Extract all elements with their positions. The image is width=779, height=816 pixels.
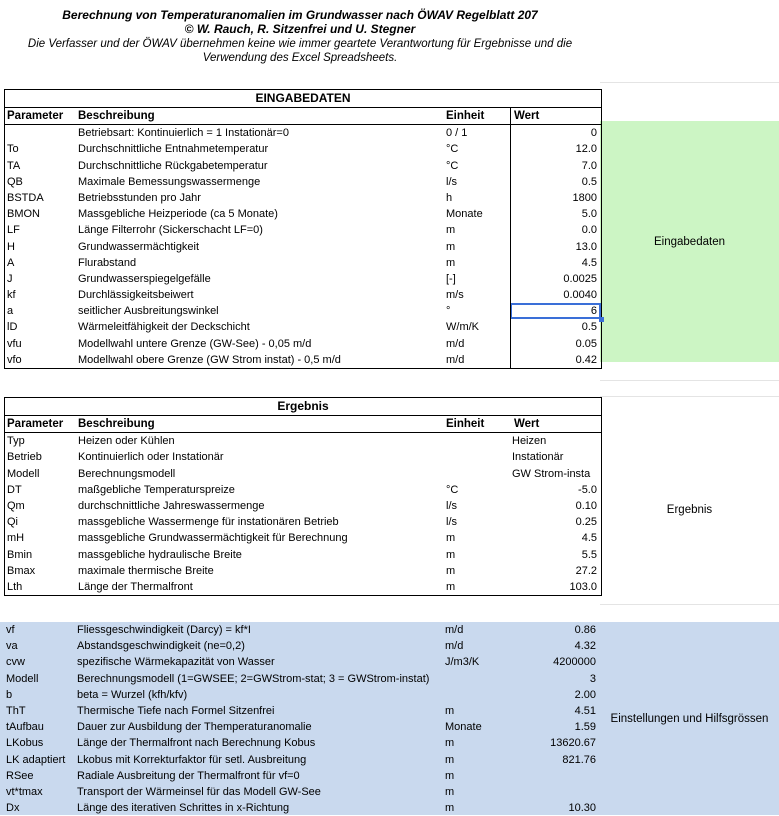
- unit-cell[interactable]: m: [445, 769, 455, 782]
- helper-row: [4, 687, 600, 703]
- grid-line: [600, 396, 779, 397]
- result-table-title: Ergebnis: [5, 398, 601, 416]
- param-cell[interactable]: Bmin: [7, 548, 33, 561]
- value-cell[interactable]: 4.32: [574, 640, 596, 653]
- description-cell[interactable]: Modellwahl untere Grenze (GW-See) - 0,05 m/d: [78, 337, 312, 350]
- value-cell[interactable]: 0.86: [574, 624, 596, 636]
- unit-cell[interactable]: m: [446, 240, 456, 253]
- param-cell[interactable]: va: [6, 640, 18, 653]
- description-cell[interactable]: Massgebliche Heizperiode (ca 5 Monate): [78, 208, 278, 221]
- input-row: [5, 125, 601, 141]
- value-cell[interactable]: Heizen: [512, 435, 547, 448]
- panel-hilfsgroessen: [600, 622, 779, 815]
- unit-cell[interactable]: m/s: [446, 289, 464, 302]
- unit-cell[interactable]: 0 / 1: [446, 127, 468, 140]
- input-row: [5, 239, 601, 255]
- unit-cell[interactable]: m: [446, 580, 456, 593]
- description-cell[interactable]: Thermische Tiefe nach Formel Sitzenfrei: [77, 704, 275, 717]
- sheet-authors: © W. Rauch, R. Sitzenfrei und U. Stegner: [184, 22, 416, 36]
- param-cell[interactable]: J: [7, 272, 13, 285]
- param-cell[interactable]: tAufbau: [6, 721, 44, 734]
- description-cell[interactable]: Grundwasserspiegelgefälle: [78, 272, 211, 285]
- param-cell[interactable]: b: [6, 688, 13, 701]
- unit-cell[interactable]: l/s: [446, 175, 457, 188]
- param-cell[interactable]: QB: [7, 175, 23, 188]
- result-row: [5, 547, 601, 563]
- param-cell[interactable]: Dx: [6, 802, 20, 815]
- result-row: [5, 530, 601, 546]
- unit-cell[interactable]: m: [446, 548, 456, 561]
- param-cell[interactable]: ThT: [6, 704, 26, 717]
- input-row: [5, 206, 601, 222]
- param-cell[interactable]: To: [7, 143, 19, 156]
- description-cell[interactable]: maximale thermische Breite: [78, 564, 214, 577]
- input-row: [5, 303, 601, 319]
- panel-eingabedaten: [600, 121, 779, 362]
- helper-row: [4, 735, 600, 751]
- result-table-body: [5, 433, 601, 595]
- input-row: [5, 319, 601, 335]
- helper-row: [4, 719, 600, 735]
- result-row: [5, 579, 601, 595]
- col-header-parameter: Parameter: [7, 110, 64, 122]
- description-cell[interactable]: Dauer zur Ausbildung der Themperaturanomalie: [77, 721, 312, 734]
- param-cell[interactable]: Qi: [7, 516, 18, 529]
- input-row: [5, 271, 601, 287]
- col-header-wert: Wert: [514, 110, 540, 122]
- helper-table-body: [0, 622, 600, 816]
- description-cell[interactable]: spezifische Wärmekapazität von Wasser: [77, 656, 275, 669]
- description-cell[interactable]: Transport der Wärmeinsel für das Modell GW-See: [77, 785, 321, 798]
- unit-cell[interactable]: m/d: [446, 337, 465, 350]
- helper-row: [4, 752, 600, 768]
- value-cell[interactable]: GW Strom-insta: [512, 467, 591, 480]
- unit-cell[interactable]: m: [446, 532, 456, 545]
- value-cell[interactable]: 2.00: [574, 688, 596, 701]
- helper-row: [4, 800, 600, 816]
- description-cell[interactable]: Länge des iterativen Schrittes in x-Richtung: [77, 802, 290, 815]
- input-row: [5, 174, 601, 190]
- param-cell[interactable]: BSTDA: [7, 191, 44, 204]
- value-cell[interactable]: 0.0025: [563, 272, 597, 285]
- grid-line: [600, 380, 779, 381]
- result-row: [5, 482, 601, 498]
- unit-cell[interactable]: W/m/K: [446, 321, 479, 334]
- value-cell[interactable]: 1800: [572, 191, 597, 204]
- input-row: [5, 352, 601, 368]
- param-cell[interactable]: DT: [7, 483, 22, 496]
- disclaimer-line-1: Die Verfasser und der ÖWAV übernehmen keine wie immer geartete Verantwortung für Ergebnisse und die: [27, 38, 573, 50]
- param-cell[interactable]: Modell: [6, 672, 39, 685]
- description-cell[interactable]: seitlicher Ausbreitungswinkel: [78, 305, 219, 318]
- value-cell[interactable]: 0.25: [575, 516, 597, 529]
- unit-cell[interactable]: m: [446, 224, 456, 237]
- input-row: [5, 255, 601, 271]
- unit-cell[interactable]: h: [446, 191, 453, 204]
- result-row: [5, 466, 601, 482]
- description-cell[interactable]: Betriebsstunden pro Jahr: [78, 191, 201, 204]
- value-cell[interactable]: 0.0040: [563, 289, 597, 302]
- param-cell[interactable]: a: [7, 305, 14, 318]
- description-cell[interactable]: Radiale Ausbreitung der Thermalfront für vf=0: [77, 769, 300, 782]
- param-cell[interactable]: Modell: [7, 467, 40, 480]
- description-cell[interactable]: Maximale Bemessungswassermenge: [78, 175, 261, 188]
- value-cell[interactable]: 27.2: [575, 564, 597, 577]
- value-cell[interactable]: 5.0: [581, 208, 597, 221]
- result-row: [5, 449, 601, 465]
- unit-cell[interactable]: m/d: [445, 640, 464, 653]
- description-cell[interactable]: Betriebsart: Kontinuierlich = 1 Instationär=0: [78, 127, 289, 140]
- col-header-beschreibung: Beschreibung: [78, 418, 155, 430]
- input-row: [5, 336, 601, 352]
- value-cell[interactable]: 4.5: [581, 532, 597, 545]
- unit-cell[interactable]: m: [445, 737, 455, 750]
- description-cell[interactable]: Modellwahl obere Grenze (GW Strom instat) - 0,5 m/d: [78, 353, 341, 366]
- description-cell[interactable]: Berechnungsmodell (1=GWSEE; 2=GWStrom-stat; 3 = GWStrom-instat): [77, 672, 430, 685]
- param-cell[interactable]: LF: [7, 224, 20, 237]
- unit-cell[interactable]: m: [446, 564, 456, 577]
- panel-ergebnis-label: Ergebnis: [666, 504, 713, 516]
- panel-ergebnis: [600, 430, 779, 590]
- input-header-row: [5, 108, 601, 125]
- result-row: [5, 563, 601, 579]
- value-cell[interactable]: Instationär: [512, 451, 564, 464]
- param-cell[interactable]: Betrieb: [7, 451, 42, 464]
- param-cell[interactable]: LK adaptiert: [6, 753, 66, 766]
- description-cell[interactable]: Wärmeleitfähigkeit der Deckschicht: [78, 321, 250, 334]
- unit-cell[interactable]: [-]: [446, 272, 456, 285]
- unit-cell[interactable]: °: [446, 305, 451, 318]
- description-cell[interactable]: Durchlässigkeitsbeiwert: [78, 289, 194, 302]
- result-table: [4, 397, 602, 596]
- unit-cell[interactable]: m/d: [445, 624, 464, 636]
- helper-table: [0, 622, 600, 815]
- description-cell[interactable]: Heizen oder Kühlen: [78, 435, 175, 448]
- value-cell[interactable]: 0.5: [581, 175, 597, 188]
- description-cell[interactable]: Länge der Thermalfront nach Berechnung Kobus: [77, 737, 316, 750]
- value-cell[interactable]: 821.76: [562, 753, 596, 766]
- description-cell[interactable]: Länge Filterrohr (Sickerschacht LF=0): [78, 224, 263, 237]
- unit-cell[interactable]: l/s: [446, 516, 457, 529]
- result-row: [5, 498, 601, 514]
- description-cell[interactable]: Grundwassermächtigkeit: [78, 240, 200, 253]
- value-cell[interactable]: 3: [589, 672, 596, 685]
- unit-cell[interactable]: m/d: [446, 353, 465, 366]
- value-cell[interactable]: 1.59: [574, 721, 596, 734]
- param-cell[interactable]: Lth: [7, 580, 23, 593]
- input-table-title: EINGABEDATEN: [5, 90, 601, 108]
- unit-cell[interactable]: °C: [446, 483, 459, 496]
- unit-cell[interactable]: °C: [446, 143, 459, 156]
- panel-hilfsgroessen-label: Einstellungen und Hilfsgrössen: [610, 712, 769, 725]
- value-cell[interactable]: 4.5: [581, 256, 597, 269]
- param-cell[interactable]: mH: [7, 532, 25, 545]
- result-header-row: [5, 416, 601, 433]
- param-cell[interactable]: vt*tmax: [6, 785, 43, 798]
- param-cell[interactable]: Bmax: [7, 564, 36, 577]
- param-cell[interactable]: A: [7, 256, 15, 269]
- value-cell[interactable]: 0.05: [575, 337, 597, 350]
- panel-eingabedaten-label: Eingabedaten: [654, 235, 725, 248]
- helper-row: [4, 622, 600, 638]
- description-cell[interactable]: beta = Wurzel (kfh/kfv): [77, 688, 188, 701]
- col-header-einheit: Einheit: [446, 418, 485, 430]
- value-cell[interactable]: 0.0: [581, 224, 597, 237]
- value-cell[interactable]: 7.0: [581, 159, 597, 172]
- description-cell[interactable]: Berechnungsmodell: [78, 467, 176, 480]
- col-header-beschreibung: Beschreibung: [78, 110, 155, 122]
- value-cell[interactable]: 13.0: [575, 240, 597, 253]
- input-row: [5, 222, 601, 238]
- param-cell[interactable]: TA: [7, 159, 21, 172]
- param-cell[interactable]: BMON: [7, 208, 40, 221]
- param-cell[interactable]: Qm: [7, 499, 25, 512]
- param-cell[interactable]: kf: [7, 289, 16, 302]
- helper-row: [4, 638, 600, 654]
- col-header-einheit: Einheit: [446, 110, 485, 122]
- value-cell[interactable]: 4200000: [553, 656, 596, 669]
- value-column-divider: [510, 107, 511, 368]
- description-cell[interactable]: Durchschnittliche Rückgabetemperatur: [78, 159, 268, 172]
- unit-cell[interactable]: m: [445, 753, 455, 766]
- unit-cell[interactable]: m: [445, 802, 455, 815]
- value-cell[interactable]: 5.5: [581, 548, 597, 561]
- value-cell[interactable]: 10.30: [568, 802, 596, 815]
- description-cell[interactable]: massgebliche hydraulische Breite: [78, 548, 242, 561]
- description-cell[interactable]: Durchschnittliche Entnahmetemperatur: [78, 143, 269, 156]
- value-cell[interactable]: 0.10: [575, 499, 597, 512]
- helper-row: [4, 703, 600, 719]
- input-row: [5, 141, 601, 157]
- unit-cell[interactable]: Monate: [445, 721, 482, 734]
- param-cell[interactable]: H: [7, 240, 15, 253]
- param-cell[interactable]: vf: [6, 624, 15, 636]
- value-cell[interactable]: 6: [510, 303, 601, 319]
- unit-cell[interactable]: Monate: [446, 208, 483, 221]
- param-cell[interactable]: RSee: [6, 769, 34, 782]
- value-cell[interactable]: -5.0: [578, 483, 597, 496]
- description-cell[interactable]: massgebliche Grundwassermächtigkeit für Berechnung: [78, 532, 348, 545]
- param-cell[interactable]: Typ: [7, 435, 25, 448]
- value-cell[interactable]: 4.51: [574, 704, 596, 717]
- param-cell[interactable]: LKobus: [6, 737, 44, 750]
- col-header-parameter: Parameter: [7, 418, 64, 430]
- unit-cell[interactable]: J/m3/K: [445, 656, 480, 669]
- input-table: [4, 89, 602, 369]
- description-cell[interactable]: massgebliche Wassermenge für instationären Betrieb: [78, 516, 339, 529]
- helper-row: [4, 654, 600, 670]
- description-cell[interactable]: Länge der Thermalfront: [78, 580, 193, 593]
- value-cell[interactable]: 0.5: [581, 321, 597, 334]
- helper-row: [4, 784, 600, 800]
- value-cell[interactable]: 0: [590, 127, 597, 140]
- input-row: [5, 158, 601, 174]
- unit-cell[interactable]: °C: [446, 159, 459, 172]
- value-cell[interactable]: 0.42: [575, 353, 597, 366]
- unit-cell[interactable]: l/s: [446, 499, 457, 512]
- value-cell[interactable]: 12.0: [575, 143, 597, 156]
- description-cell[interactable]: maßgebliche Temperaturspreize: [78, 483, 235, 496]
- value-cell[interactable]: 103.0: [569, 580, 597, 593]
- unit-cell[interactable]: m: [445, 704, 455, 717]
- input-row: [5, 287, 601, 303]
- param-cell[interactable]: vfu: [7, 337, 22, 350]
- helper-row: [4, 768, 600, 784]
- unit-cell[interactable]: m: [445, 785, 455, 798]
- input-table-body: [5, 125, 601, 368]
- param-cell[interactable]: vfo: [7, 353, 22, 366]
- helper-row: [4, 671, 600, 687]
- description-cell[interactable]: Fliessgeschwindigkeit (Darcy) = kf*I: [77, 624, 251, 636]
- param-cell[interactable]: lD: [7, 321, 18, 334]
- sheet-title: Berechnung von Temperaturanomalien im Grundwasser nach ÖWAV Regelblatt 207: [62, 8, 538, 22]
- grid-line: [600, 82, 779, 83]
- input-row: [5, 190, 601, 206]
- disclaimer-line-2: Verwendung des Excel Spreadsheets.: [202, 52, 398, 64]
- value-cell[interactable]: 13620.67: [550, 737, 596, 750]
- result-row: [5, 514, 601, 530]
- result-row: [5, 433, 601, 449]
- grid-line: [600, 604, 779, 605]
- description-cell[interactable]: Lkobus mit Korrekturfaktor für setl. Ausbreitung: [77, 753, 307, 766]
- col-header-wert: Wert: [514, 418, 540, 430]
- description-cell[interactable]: Flurabstand: [78, 256, 137, 269]
- description-cell[interactable]: durchschnittliche Jahreswassermenge: [78, 499, 265, 512]
- param-cell[interactable]: cvw: [6, 656, 25, 669]
- description-cell[interactable]: Abstandsgeschwindigkeit (ne=0,2): [77, 640, 245, 653]
- description-cell[interactable]: Kontinuierlich oder Instationär: [78, 451, 224, 464]
- unit-cell[interactable]: m: [446, 256, 456, 269]
